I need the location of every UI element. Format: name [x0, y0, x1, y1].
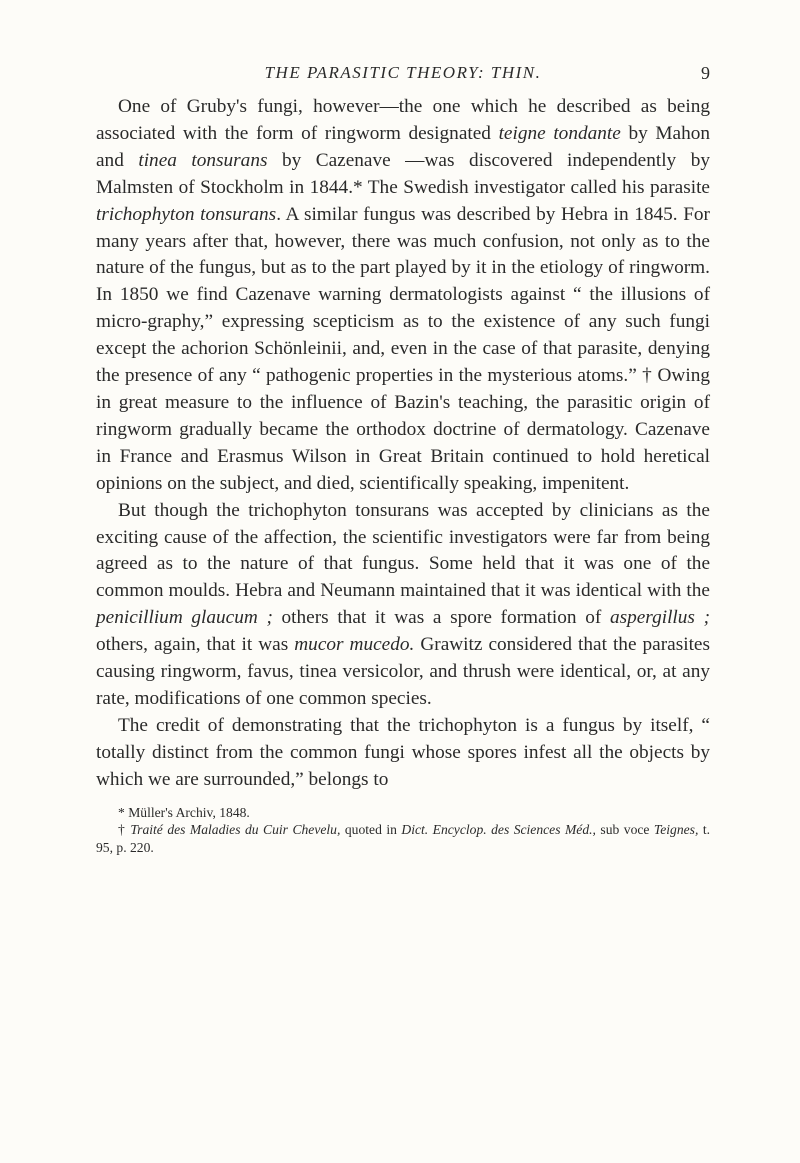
italic-term: teigne tondante	[498, 122, 621, 144]
text-run: by Mahon and	[96, 122, 710, 171]
text-run: †	[118, 822, 131, 838]
footnote-1	[96, 804, 710, 822]
running-title: THE PARASITIC THEORY: THIN.	[264, 63, 542, 82]
text-run: The credit of demonstrating that the trichophyton is a fungus by itself, “ totally distinct from the common fungi whose spores infest all the objects by which we are surrounded,” belongs to	[96, 714, 710, 790]
italic-term: trichophyton tonsurans	[96, 203, 277, 225]
text-run: quoted in	[340, 822, 402, 838]
paragraph-1	[96, 94, 710, 498]
paragraph-3	[96, 713, 710, 794]
italic-term: aspergillus ;	[609, 607, 710, 629]
italic-title: Traité des Maladies du Cuir Chevelu,	[130, 822, 341, 838]
italic-title: Teignes,	[653, 822, 699, 838]
page-number: 9	[701, 63, 710, 83]
text-run: others, again, that it was	[96, 634, 295, 656]
footnote-2	[96, 821, 710, 856]
italic-term: penicillium glaucum ;	[96, 607, 273, 629]
footnotes	[96, 804, 710, 857]
italic-term: mucor mucedo.	[294, 634, 415, 656]
paragraph-2	[96, 498, 710, 713]
text-run: t. 95, p. 220.	[96, 822, 711, 855]
text-run: One of Gruby's fungi, however—the one which he described as being associated with the form of ringworm designated	[96, 96, 710, 144]
text-run: But though the trichophyton tonsurans was accepted by clinicians as the exciting cause of the affection, the scientific investigators were far from being agreed as to the nature of that fungus. Some held that it was one of the common moulds. Hebra and Neumann maintained that it was identical with the	[96, 499, 710, 602]
italic-term: tinea tonsurans	[138, 149, 268, 171]
text-run: Grawitz considered that the parasites causing ringworm, favus, tinea versicolor, and thrush were identical, or, at any rate, modifications of one common species.	[96, 634, 710, 709]
text-run: by Cazenave —was discovered independently by Malmsten of Stockholm in 1844.* The Swedish investigator called his parasite	[96, 149, 710, 198]
text-run: * Müller's Archiv, 1848.	[118, 804, 250, 820]
running-head	[96, 58, 710, 88]
body-text	[96, 94, 710, 794]
text-run: others that it was a spore formation of	[272, 607, 610, 629]
text-run: sub voce	[595, 822, 654, 838]
text-run: . A similar fungus was described by Hebra in 1845. For many years after that, however, there was much confusion, not only as to the nature of the fungus, but as to the part played by it in the etiology of ringworm. In 1850 we find Cazenave warning dermatologists against “ the illusions of micro-graphy,” expressing scepticism as to the existence of any such fungi except the achorion Schönleinii, and, even in the case of that parasite, denying the presence of any “ pathogenic properties in the mysterious atoms.” † Owing in great measure to the influence of Bazin's teaching, the parasitic origin of ringworm gradually became the orthodox doctrine of dermatology. Cazenave in France and Erasmus Wilson in Great Britain continued to hold heretical opinions on the subject, and died, scientifically speaking, impenitent.	[96, 203, 710, 494]
italic-title: Dict. Encyclop. des Sciences Méd.,	[401, 822, 596, 838]
book-page	[96, 58, 710, 856]
